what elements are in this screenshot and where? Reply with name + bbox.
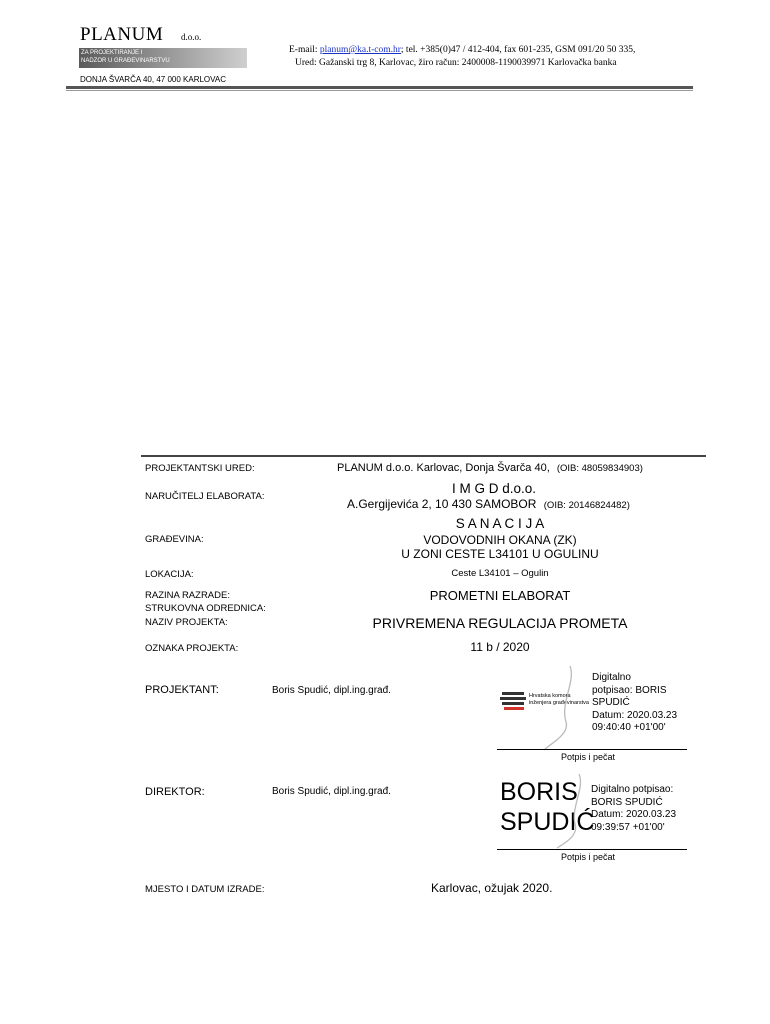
- office-label: PROJEKTANTSKI URED:: [145, 463, 255, 474]
- designer-label: PROJEKTANT:: [145, 684, 219, 696]
- designer-signature-mark: [530, 662, 590, 752]
- client-address: [347, 497, 630, 511]
- building-title: S A N A C I J A: [455, 516, 545, 531]
- director-sig-big-1: BORIS: [500, 778, 578, 806]
- company-logo-name: PLANUM: [80, 24, 164, 45]
- logo-tagline-line-2: NADZOR U GRAĐEVINARSTVU: [81, 58, 170, 64]
- director-sig-big-2: SPUDIĆ: [500, 808, 595, 836]
- designer-digital-signature: [592, 672, 677, 735]
- level-label: RAZINA RAZRADE:: [145, 590, 230, 601]
- phone-info: ; tel. +385(0)47 / 412-404, fax 601-235, GSM 091/20 50 335,: [400, 45, 636, 55]
- logo-tagline: [81, 49, 170, 65]
- chamber-line-2: inženjera građevinarstva: [529, 700, 589, 706]
- designer-sig-line: 09:40:40 +01'00': [592, 722, 666, 733]
- header-divider: [66, 86, 693, 89]
- table-top-rule: [141, 455, 706, 457]
- level-value: PROMETNI ELABORAT: [429, 588, 571, 603]
- building-subtitle-1: VODOVODNIH OKANA (ZK): [423, 533, 577, 547]
- director-sig-line: Digitalno potpisao:: [591, 784, 674, 795]
- place-date-label: MJESTO I DATUM IZRADE:: [145, 884, 265, 895]
- director-digital-signature: [591, 784, 676, 834]
- location-label: LOKACIJA:: [145, 569, 194, 580]
- project-code-value: 11 b / 2020: [470, 640, 530, 654]
- director-stamp-caption: Potpis i pečat: [561, 852, 616, 862]
- project-name-label: NAZIV PROJEKTA:: [145, 617, 228, 628]
- location-value: Ceste L34101 – Ogulin: [451, 568, 549, 579]
- director-name: Boris Spudić, dipl.ing.građ.: [272, 786, 391, 797]
- email-link[interactable]: planum@ka.t-com.hr: [319, 45, 401, 55]
- designer-name: Boris Spudić, dipl.ing.građ.: [272, 685, 391, 696]
- director-label: DIREKTOR:: [145, 786, 205, 798]
- office-name: PLANUM d.o.o. Karlovac, Donja Švarča 40,: [337, 462, 550, 474]
- client-street: A.Gergijevića 2, 10 430 SAMOBOR: [347, 497, 537, 511]
- logo-tagline-line-1: ZA PROJEKTIRANJE I: [81, 50, 143, 56]
- designer-sig-line: Digitalno: [592, 672, 631, 683]
- email-prefix: E-mail:: [289, 45, 320, 55]
- logo-address: DONJA ŠVARČA 40, 47 000 KARLOVAC: [80, 75, 226, 84]
- designer-sig-line: potpisao: BORIS: [592, 684, 667, 696]
- building-subtitle-2: U ZONI CESTE L34101 U OGULINU: [401, 547, 599, 561]
- chamber-line-1: Hrvatska komora: [529, 693, 571, 699]
- office-oib: (OIB: 48059834903): [556, 463, 643, 474]
- designer-sig-line: Datum: 2020.03.23: [592, 709, 678, 721]
- header-divider-thin: [66, 90, 693, 91]
- designer-sig-line: SPUDIĆ: [592, 697, 630, 708]
- building-label: GRAĐEVINA:: [145, 534, 204, 545]
- designer-stamp-caption: Potpis i pečat: [561, 752, 616, 762]
- office-value: [337, 462, 643, 474]
- client-name: I M G D d.o.o.: [452, 481, 537, 496]
- chamber-logo-icon: [500, 690, 528, 714]
- project-name-value: PRIVREMENA REGULACIJA PROMETA: [372, 615, 628, 631]
- director-sig-line: Datum: 2020.03.23: [591, 809, 677, 820]
- project-code-label: OZNAKA PROJEKTA:: [145, 643, 239, 654]
- director-sig-line: BORIS SPUDIĆ: [591, 796, 663, 808]
- header-contact-line: [289, 45, 635, 55]
- director-signature-line: [497, 849, 687, 850]
- header-office-line: Ured: Gažanski trg 8, Karlovac, žiro račun: 2400008-1190039971 Karlovačka banka: [295, 58, 617, 68]
- client-oib: (OIB: 20146824482): [543, 500, 630, 511]
- place-date-value: Karlovac, ožujak 2020.: [431, 881, 553, 895]
- client-label: NARUČITELJ ELABORATA:: [145, 491, 265, 502]
- chamber-logo: [500, 690, 528, 719]
- director-signature-mark: [545, 770, 595, 850]
- discipline-label: STRUKOVNA ODREDNICA:: [145, 603, 266, 614]
- company-logo-suffix: d.o.o.: [181, 32, 202, 42]
- director-sig-line: 09:39:57 +01'00': [591, 821, 665, 833]
- designer-signature-line: [497, 749, 687, 750]
